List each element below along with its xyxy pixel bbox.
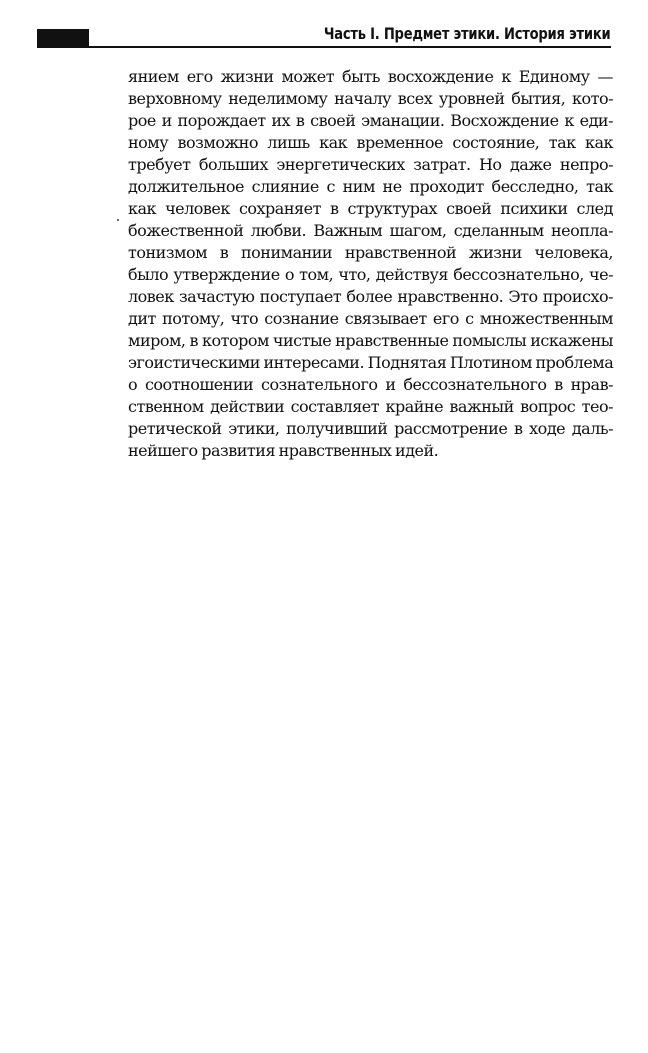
text-line: как человек сохраняет в структурах своей психики след xyxy=(128,199,613,218)
text-line: рое и порождает их в своей эманации. Восхождение к еди- xyxy=(128,111,613,130)
text-line: требует больших энергетических затрат. Но даже непро- xyxy=(128,155,613,174)
text-line: тонизмом в понимании нравственной жизни человека, xyxy=(128,243,613,262)
body-paragraph xyxy=(128,66,613,462)
text-line: янием его жизни может быть восхождение к Единому — xyxy=(128,67,613,86)
text-line: ному возможно лишь как временное состояние, так как xyxy=(128,133,613,152)
header-black-bar xyxy=(37,29,89,47)
text-line: божественной любви. Важным шагом, сделанным неопла- xyxy=(128,221,613,240)
text-line: миром, в котором чистые нравственные помыслы искажены xyxy=(128,331,613,350)
margin-dot xyxy=(117,219,119,221)
header-rule xyxy=(37,46,611,48)
running-head: Часть I. Предмет этики. История этики xyxy=(323,24,610,43)
text-line: было утверждение о том, что, действуя бессознательно, че- xyxy=(128,265,613,284)
text-line: ловек зачастую поступает более нравственно. Это происхо- xyxy=(128,287,613,306)
text-line: дит потому, что сознание связывает его с множественным xyxy=(128,309,613,328)
text-line: эгоистическими интересами. Поднятая Плотином проблема xyxy=(128,353,614,372)
text-line: ретической этики, получивший рассмотрение в ходе даль- xyxy=(128,419,613,438)
text-line: ственном действии составляет крайне важный вопрос тео- xyxy=(128,397,613,416)
text-line: нейшего развития нравственных идей. xyxy=(128,441,439,460)
text-line: о соотношении сознательного и бессознательного в нрав- xyxy=(128,375,613,394)
text-line: верховному неделимому началу всех уровней бытия, кото- xyxy=(128,89,613,108)
text-line: должительное слияние с ним не проходит бесследно, так xyxy=(128,177,613,196)
